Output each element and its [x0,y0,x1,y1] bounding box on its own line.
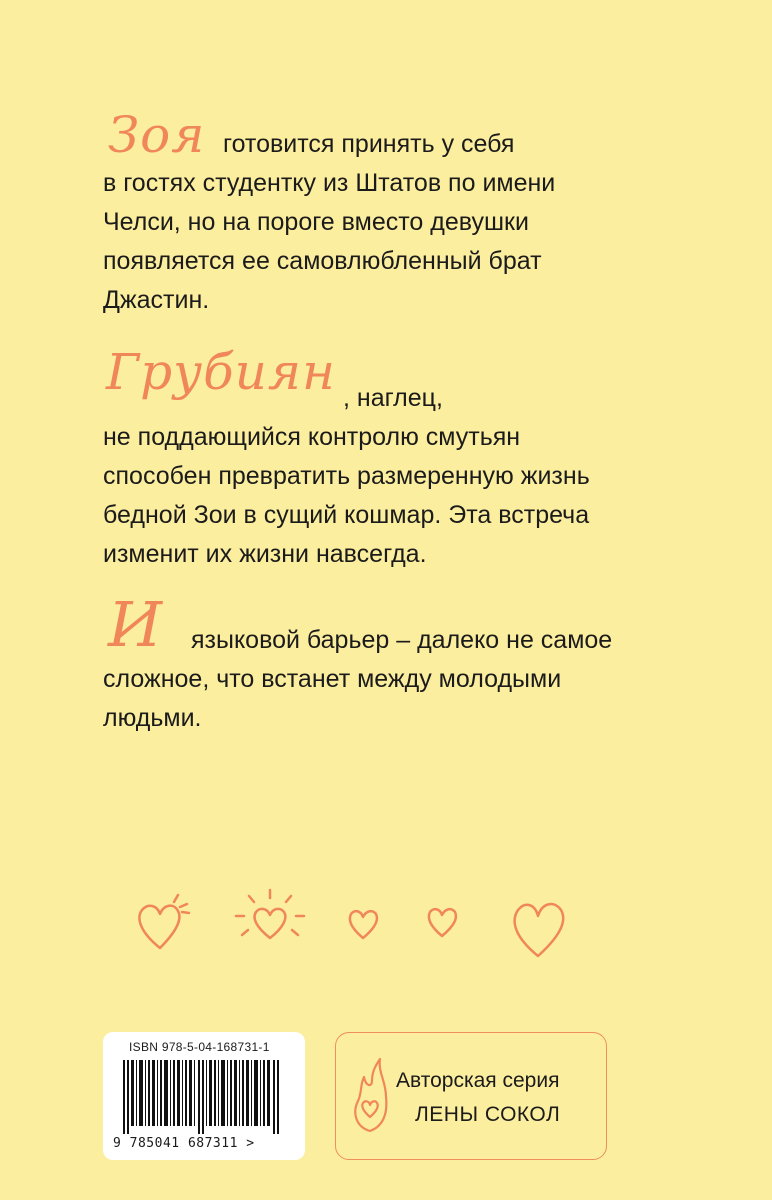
isbn-box [103,1032,305,1160]
barcode [123,1060,283,1134]
paragraph-1-line-1: готовится принять у себя [223,130,515,158]
decorative-word-grubiyan: Грубиян [106,343,336,401]
author-series-box [335,1032,607,1160]
barcode-digits: 9 785041 687311 > [113,1136,255,1151]
isbn-label: ISBN 978-5-04-168731-1 [129,1040,270,1054]
heart-icon [139,895,189,948]
paragraph-1-line-5: Джастин. [103,286,210,314]
flame-heart-icon [350,1057,390,1135]
paragraph-3-line-2: сложное, что встанет между молодыми [103,665,562,693]
paragraph-1-line-3: Челси, но на пороге вместо девушки [103,208,529,236]
paragraph-2-line-4: бедной Зои в сущий кошмар. Эта встреча [103,501,590,529]
paragraph-2-line-1: , наглец, [343,384,443,412]
paragraph-3-line-1: языковой барьер – далеко не самое [191,626,613,654]
hearts-decoration [130,880,580,970]
paragraph-1 [103,125,663,320]
paragraph-3 [103,621,663,738]
heart-icon [350,911,377,938]
paragraph-1-line-2: в гостях студентку из Штатов по имени [103,169,556,197]
series-author: ЛЕНЫ СОКОЛ [415,1103,561,1126]
heart-icon [429,909,456,936]
heart-icon [236,890,304,938]
decorative-word-zoya: Зоя [108,106,206,164]
paragraph-2-line-5: изменит их жизни навсегда. [103,540,427,568]
decorative-letter-i: И [108,588,164,661]
heart-icon [515,904,564,956]
paragraph-2-line-3: способен превратить размеренную жизнь [103,462,590,490]
series-title: Авторская серия [396,1069,560,1092]
paragraph-1-line-4: появляется ее самовлюбленный брат [103,247,542,275]
paragraph-2 [103,379,663,574]
paragraph-3-line-3: людьми. [103,704,202,732]
paragraph-2-line-2: не поддающийся контролю смутьян [103,423,521,451]
